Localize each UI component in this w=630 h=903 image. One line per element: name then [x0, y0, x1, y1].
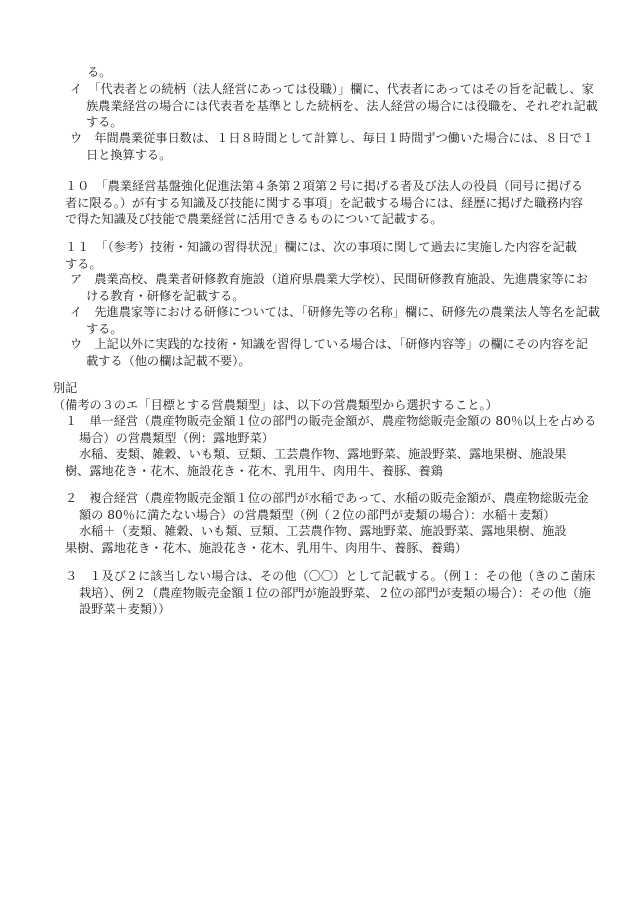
item-11-a-paragraph: ア 農業高校、農業者研修教育施設（道府県農業大学校）、民間研修教育施設、先進農家等における教育・研修を記載する。 — [70, 272, 588, 303]
bekki-item-1-list: 水稲、麦類、雑穀、いも類、豆類、工芸農作物、露地野菜、施設野菜、露地果樹、施設果樹、露地花き・花木、施設花き・花木、乳用牛、肉用牛、養豚、養鶏 — [65, 447, 567, 478]
bekki-heading: 別記 — [53, 381, 78, 395]
item-11-i-paragraph: イ 先進農家等における研修については、「研修先等の名称」欄に、研修先の農業法人等名を記載する。 — [70, 305, 600, 336]
item-11-paragraph: １１ 「（参考）技術・知識の習得状況」欄には、次の事項に関して過去に実施した内容を記載する。 — [65, 240, 577, 271]
item-10-paragraph: １０ 「農業経営基盤強化促進法第４条第２項第２号に掲げる者及び法人の役員（同号に掲げる者に限る。）が有する知識及び技能に関する事項」を記載する場合には、経歴に掲げた職務内容で得た知識及び技能で農業経営に活用できるものについて記載する。 — [65, 179, 583, 226]
bekki-item-2-list: 水稲＋（麦類、雑穀、いも類、豆類、工芸農作物、露地野菜、施設野菜、露地果樹、施設果樹、露地花き・花木、施設花き・花木、乳用牛、肉用牛、養豚、養鶏） — [65, 524, 567, 555]
continued-text: る。 — [87, 65, 112, 79]
item-11-u-paragraph: ウ 上記以外に実践的な技術・知識を習得している場合は、「研修内容等」の欄にその内容を記載する（他の欄は記載不要）。 — [70, 337, 588, 368]
bekki-item-2: ２ 複合経営（農産物販売金額１位の部門が水稲であって、水稲の販売金額が、農産物総販売金額の 80％に満たない場合）の営農類型（例（２位の部門が麦類の場合）：水稲＋麦類） — [65, 491, 589, 522]
bekki-note: （備考の３のエ「目標とする営農類型」は、以下の営農類型から選択すること。） — [53, 398, 498, 412]
bekki-item-3: ３ １及び２に該当しない場合は、その他（〇〇）として記載する。（例１：その他（きのこ菌床栽培）、例２（農産物販売金額１位の部門が施設野菜、２位の部門が麦類の場合）：その他（施設野菜＋麦類）） — [65, 569, 596, 616]
item-i-paragraph: イ 「代表者との続柄（法人経営にあっては役職）」欄に、代表者にあってはその旨を記載し、家族農業経営の場合には代表者を基準とした続柄を、法人経営の場合には役職を、それぞれ記載する。 — [70, 82, 598, 129]
bekki-item-1: １ 単一経営（農産物販売金額１位の部門の販売金額が、農産物総販売金額の 80％以上を占める場合）の営農類型（例：露地野菜） — [65, 414, 597, 445]
item-u-paragraph: ウ 年間農業従事日数は、１日８時間として計算し、毎日１時間ずつ働いた場合には、８日で１日と換算する。 — [70, 131, 595, 162]
